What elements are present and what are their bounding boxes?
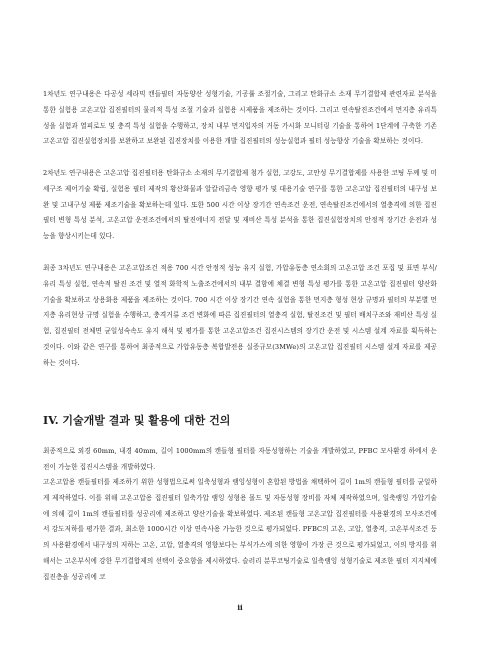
page-number: ii bbox=[237, 603, 243, 612]
body-paragraph: 최종적으로 외경 60mm, 내경 40mm, 길이 1000mm의 캔들형 필터를 자동성형하는 기술을 개발하였고, PFBC 모사환경 하에서 운전이 가능한 집진시스템을 개발하였다. bbox=[43, 447, 437, 471]
body-paragraph: 1차년도 연구내용은 다공성 세라믹 캔들필터 자동양산 성형기술, 기공률 조절기술, 그리고 탄화규소 소재 무기결합제 관련자료 분석을 통한 실험용 고온고압 집진필터의 물리적 특성 조절 기술과 실험용 시제품을 제조하는 것이다. 그리고 연속탈진조건에서 먼지층 유리특성을 실험과 열피로도 및 충격 특성 실험을 수행하고, 장치 내부 먼지입자의 거동 가시화 모니터링 기술을 통하여 1단계에 구축한 기존 고온고압 집진실험장치를 보완하고 보완된 집진장치를 이용한 개발 집진필터의 성능실험과 필터 성능향상 기술을 확보하는 것이다. bbox=[43, 90, 437, 146]
body-paragraph: 2차년도 연구내용은 고온고압 집진필터용 탄화규소 소재의 무기결합제 첨가 실험, 고강도, 고안성 무기결합제를 사용한 코팅 두께 및 미세구조 제어기술 확립, 실험용 필터 제작의 황산화물과 알칼리금속 영향 평가 및 대용기술 연구를 통한 고온고압 집진필터의 내구성 보완 및 고내구성 제품 제조기술을 확보하는데 있다. 또한 500 시간 이상 장기간 연속조건 운전, 연속탈진조건에서의 열충격에 의한 집진필터 변형 특성 분석, 고온고압 운전조건에서의 탈진에너지 전달 및 재비산 특성 분석을 통한 집진실험장치의 안정적 장기간 운전과 성능을 향상시키는데 있다. bbox=[43, 169, 437, 241]
body-paragraph: 최종 3차년도 연구내용은 고온고압조건 적용 700 시간 안정적 성능 유지 실험, 가압유동층 연소회의 고온고압 조건 포집 및 표면 부식/유리 특성 실험, 연속적 탈진 조건 및 열적 화학적 노출조건에서의 내부 결함에 체결 변형 특성 평가를 통한 고온고압 집진필터 양산화 기술을 확보하고 상용화용 제품을 제조하는 것이다. 700 시간 이상 장기간 연속 실험을 통한 먼지층 형성 현상 규명과 필터의 부분별 먼지층 유리현상 규명 실험을 수행하고, 충격거류 조건 변화에 따른 집진필터의 열충격 실험, 탈진조건 및 필터 배치구조와 재비산 특성 실험, 집진필터 전체면 균일성숙속도 유지 해석 및 평가를 통한 고온고압조건 집진시스템의 장기간 운전 및 시스템 설계 자료를 획득하는 것이다. 이와 같은 연구를 통하여 최종적으로 가압유동층 복합발전용 실증규모(3MWe)의 고온고압 집진필터 시스템 설계 자료를 제공하는 것이다. bbox=[43, 264, 437, 367]
body-paragraph: 고온고압용 캔들필터를 제조하기 위한 성형법으로써 일축성형과 램잉성형이 혼합된 방법을 채택하여 길이 1m의 캔들형 필터를 균일하게 제작하였다. 이를 위해 고온고압용 집진필터 일축가압 램잉 성형용 몰드 및 자동성형 장비를 자체 제작하였으며, 일축램잉 가압기술에 의해 길이 1m의 캔들필터를 성공리에 제조하고 양산기술을 확보하였다. 제조된 캔들형 고온고압 집진필터를 사용환경의 모사조건에서 강도저하를 평가한 결과, 최소한 1000시간 이상 연속사용 가능한 것으로 평가되었다. PFBC의 고온, 고압, 열충격, 고온부식조건 등의 사용환경에서 내구성의 저하는 고온, 고압, 열충격의 영향보다는 부식가스에 의한 영향이 가장 큰 것으로 평가되었고, 이의 방지를 위해서는 고온부식에 강한 무기결합제의 선택이 중요함을 제시하였다. 슬러리 분무코팅기술로 일축램잉 성형기술로 제조한 필터 지지체에 집진층을 성공리에 코 bbox=[43, 478, 437, 581]
section-heading: IV. 기술개발 결과 및 활용에 대한 건의 bbox=[43, 414, 231, 427]
